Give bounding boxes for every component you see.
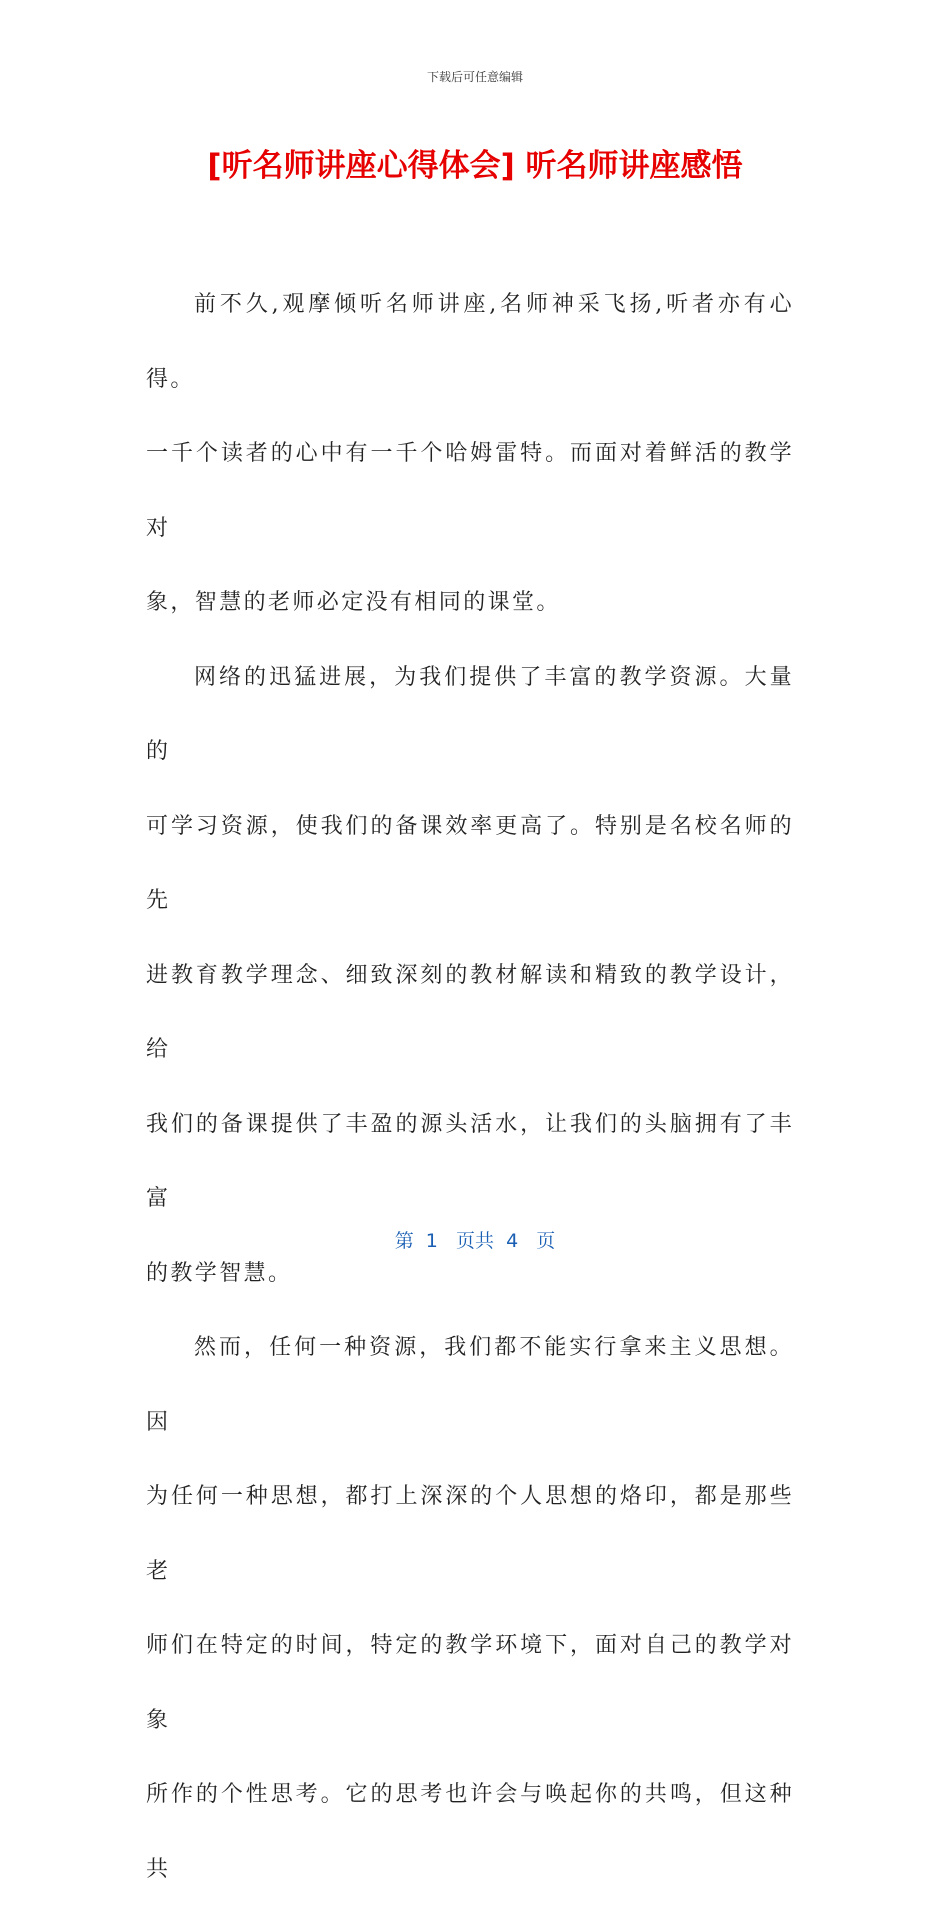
document-body	[146, 268, 794, 1907]
page-number-footer: 第 1 页共 4 页	[394, 1230, 556, 1252]
header-note: 下载后可任意编辑	[426, 70, 523, 84]
body-line: 我们的备课提供了丰盈的源头活水，让我们的头脑拥有了丰富	[146, 1111, 794, 1211]
body-line: 进教育教学理念、细致深刻的教材解读和精致的教学设计，给	[146, 962, 794, 1062]
body-line: 象，智慧的老师必定没有相同的课堂。	[146, 590, 561, 615]
body-line: 的教学智慧。	[146, 1260, 293, 1286]
body-line: 可学习资源，使我们的备课效率更高了。特别是名校名师的先	[146, 813, 794, 913]
body-line: 一千个读者的心中有一千个哈姆雷特。而面对着鲜活的教学对	[146, 441, 794, 541]
body-line: 然而，任何一种资源，我们都不能实行拿来主义思想。因	[146, 1335, 794, 1435]
body-line: 为任何一种思想，都打上深深的个人思想的烙印，都是那些老	[146, 1484, 794, 1584]
document-title: [听名师讲座心得体会] 听名师讲座感悟	[207, 148, 743, 184]
body-line: 网络的迅猛进展，为我们提供了丰富的教学资源。大量的	[146, 664, 794, 764]
body-line: 前不久,观摩倾听名师讲座,名师神采飞扬,听者亦有心得。	[146, 292, 794, 392]
body-line: 师们在特定的时间，特定的教学环境下，面对自己的教学对象	[146, 1633, 794, 1733]
body-line: 所作的个性思考。它的思考也许会与唤起你的共鸣，但这种共	[146, 1782, 794, 1882]
